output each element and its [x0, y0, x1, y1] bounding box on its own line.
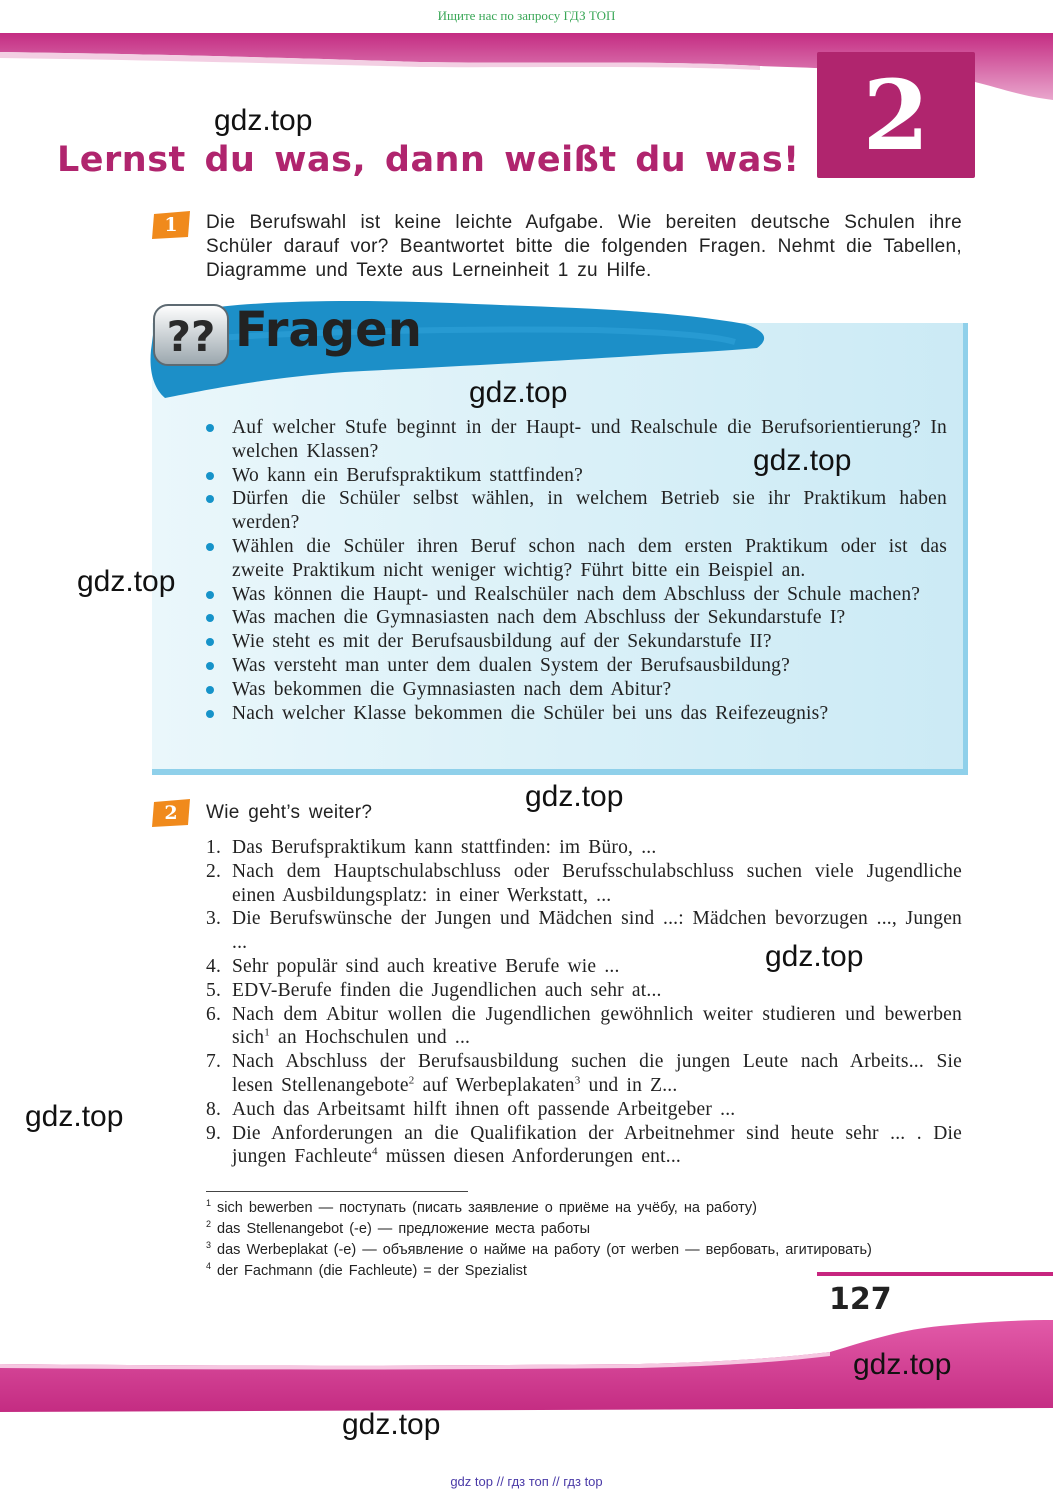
watermark: gdz.top — [525, 780, 624, 813]
sentence-item: 9. Die Anforderungen an die Qualifikation der Arbeitnehmer sind heute sehr ... . Die jungen Fachleute$^4$ müssen diesen Anforderungen ent... — [206, 1122, 962, 1168]
question-item: Auf welcher Stufe beginnt in der Haupt- und Realschule die Berufsorientierung? In welchen Klassen? — [205, 416, 947, 464]
sentence-item: 3. Die Berufswünsche der Jungen und Mädchen sind ...: Mädchen bevorzugen ..., Jungen ... — [206, 908, 962, 954]
question-item: Was bekommen die Gymnasiasten nach dem Abitur? — [205, 678, 947, 702]
sentence-item: 7. Nach Abschluss der Berufsausbildung suchen die jungen Leute nach Arbeits... Sie lesen Stellenangebote$^2$ auf Werbeplakaten$^3$ und in Z... — [206, 1051, 962, 1096]
sentences-list — [206, 836, 962, 1169]
lesson-title: Lernst du was, dann weißt du was! — [57, 140, 800, 180]
question-marks-icon — [152, 303, 230, 367]
question-item: Wo kann ein Berufspraktikum stattfinden? — [205, 464, 947, 488]
page-number: 127 — [829, 1282, 892, 1317]
question-item: Was können die Haupt- und Realschüler nach dem Abschluss der Schule machen? — [205, 583, 947, 607]
question-item: Was machen die Gymnasiasten nach dem Abschluss der Sekundarstufe I? — [205, 606, 947, 630]
sentence-item: 1. Das Berufspraktikum kann stattfinden: im Büro, ... — [206, 837, 657, 858]
exercise2-prompt: Wie geht’s weiter? — [206, 802, 373, 823]
footnote-ref: 1 — [264, 1026, 270, 1039]
bottom-links: gdz top // гдз топ // гдз top — [450, 1474, 603, 1489]
footnote-ref: 3 — [574, 1074, 581, 1087]
watermark: gdz.top — [214, 104, 313, 137]
footnote: $^4$ der Fachmann (die Fachleute) = der Spezialist — [206, 1261, 527, 1279]
footnote: $^1$ sich bewerben — поступать (писать заявление о приёме на учёбу, на работу) — [206, 1198, 758, 1216]
footnotes — [206, 1198, 986, 1282]
exercise1-instruction: Die Berufswahl ist keine leichte Aufgabe. Wie bereiten deutsche Schulen ihre Schüler darauf vor? Beantwortet bitte die folgenden Fragen. Nehmt die Tabellen, Diagramme und Texte aus Lerneinheit 1 zu Hilfe. — [206, 212, 962, 281]
fragen-title: Fragen — [235, 302, 422, 358]
footnote-divider — [206, 1191, 468, 1192]
watermark: gdz.top — [753, 444, 852, 477]
questions-list — [205, 416, 947, 725]
page-number-rule — [817, 1272, 1053, 1276]
chapter-number-box: 2 — [817, 52, 975, 178]
sentence-item: 6. Nach dem Abitur wollen die Jugendlichen gewöhnlich weiter studieren und bewerben sich$^1$ an Hochschulen und ... — [206, 1003, 962, 1049]
question-item: Nach welcher Klasse bekommen die Schüler bei uns das Reifezeugnis? — [205, 702, 947, 726]
watermark: gdz.top — [25, 1100, 124, 1133]
watermark: gdz.top — [853, 1348, 952, 1381]
exercise-number-badge: 1 — [150, 210, 192, 240]
footnote-ref: 4 — [371, 1145, 378, 1158]
question-marks-text: ?? — [166, 312, 216, 361]
question-item: Wählen die Schüler ihren Beruf schon nach dem ersten Praktikum oder ist das zweite Praktikum nicht weniger wichtig? Führt bitte ein Beispiel an. — [205, 535, 947, 583]
sentence-item: 2. Nach dem Hauptschulabschluss oder Berufsschulabschluss suchen viele Jugendliche einen Ausbildungsplatz: in einer Werkstatt, ... — [206, 860, 962, 906]
footnote: $^3$ das Werbeplakat (-e) — объявление о найме на работу (от werben — вербовать, агитировать) — [206, 1240, 872, 1258]
sentence-item: 4. Sehr populär sind auch kreative Berufe wie ... — [206, 955, 620, 977]
watermark: gdz.top — [765, 940, 864, 973]
top-search-note: Ищите нас по запросу ГДЗ ТОП — [437, 8, 616, 23]
watermark: gdz.top — [469, 376, 568, 409]
question-item: Was versteht man unter dem dualen System der Berufsausbildung? — [205, 654, 947, 678]
footnote-ref: 2 — [408, 1074, 415, 1087]
watermark: gdz.top — [342, 1408, 441, 1441]
watermark: gdz.top — [77, 565, 176, 598]
exercise-number-badge: 2 — [150, 798, 192, 828]
question-item: Wie steht es mit der Berufsausbildung auf der Sekundarstufe II? — [205, 630, 947, 654]
sentence-item: 8. Auch das Arbeitsamt hilft ihnen oft passende Arbeitgeber ... — [206, 1098, 736, 1120]
sentence-item: 5. EDV-Berufe finden die Jugendlichen auch sehr at... — [206, 979, 662, 1001]
question-item: Dürfen die Schüler selbst wählen, in welchem Betrieb sie ihr Praktikum haben werden? — [205, 487, 947, 535]
footnote: $^2$ das Stellenangebot (-e) — предложение места работы — [206, 1219, 591, 1237]
